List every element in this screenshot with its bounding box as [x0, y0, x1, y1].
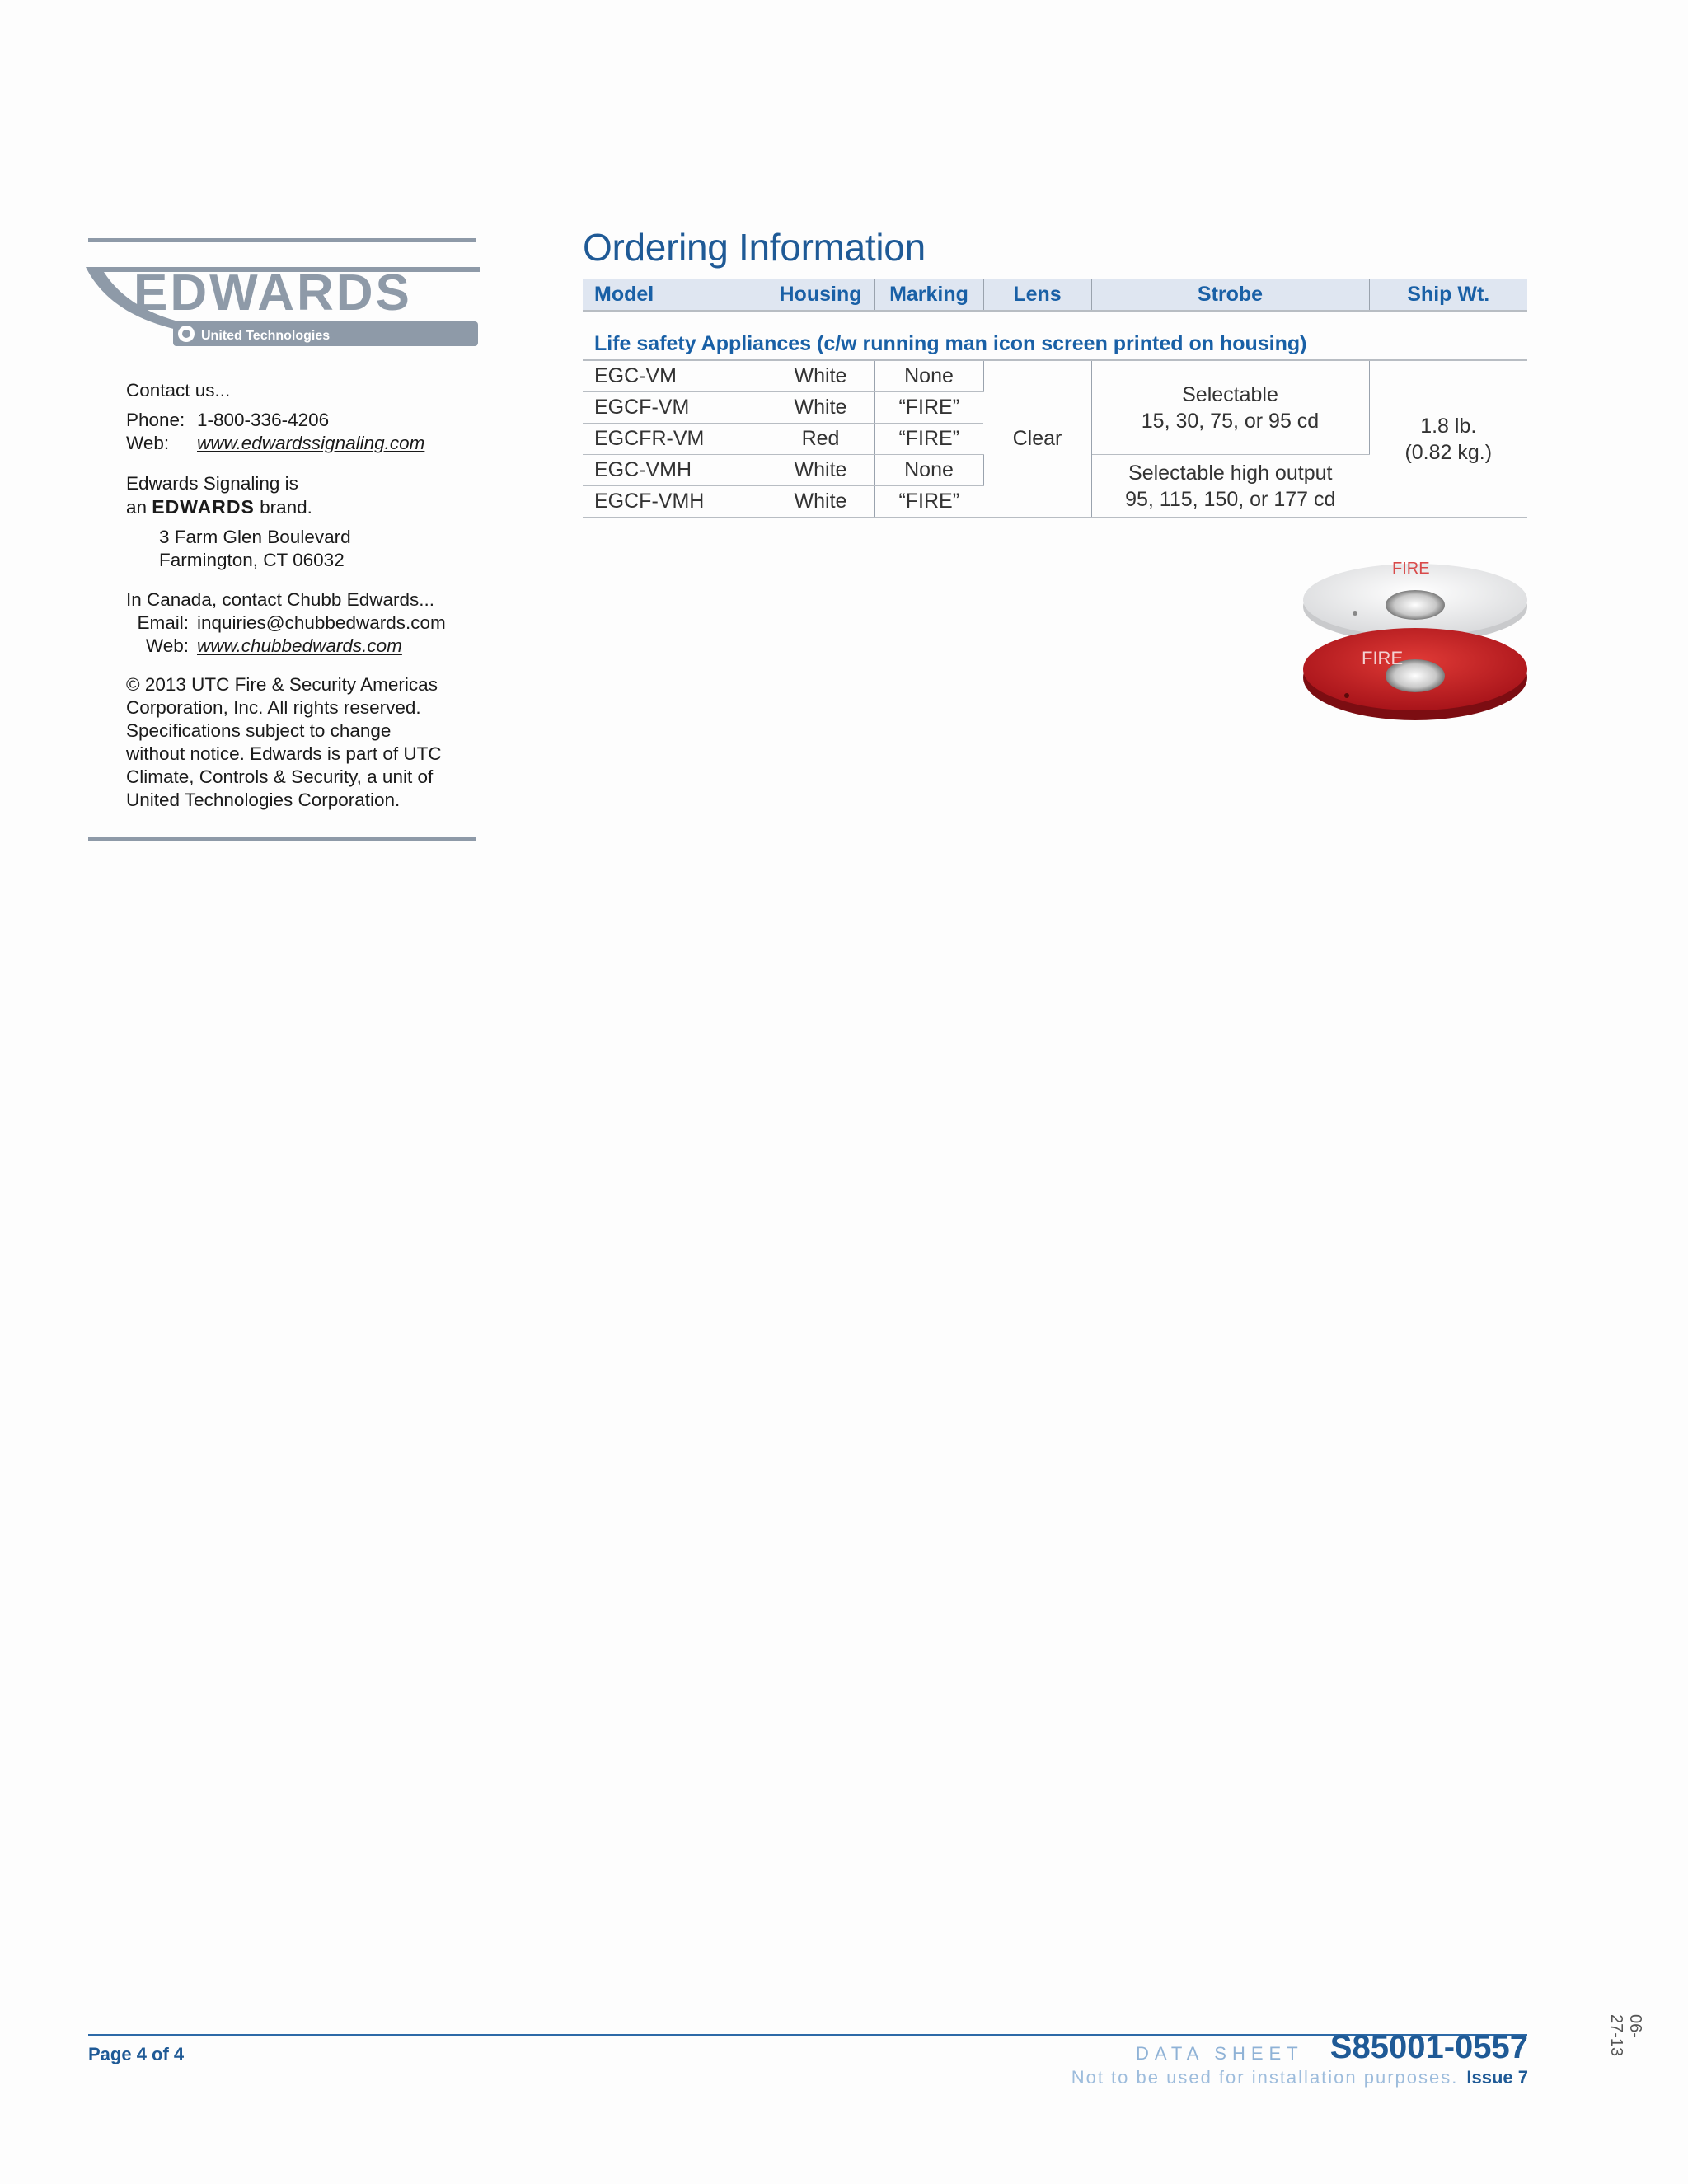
header-ship-weight: Ship Wt. [1369, 279, 1527, 311]
brand-wordmark: EDWARDS [152, 496, 255, 518]
strobe-standard-line: Selectable [1182, 382, 1278, 406]
cell-housing: White [767, 486, 874, 518]
sidebar-top-rule [88, 238, 476, 242]
cell-housing: White [767, 455, 874, 486]
web-link[interactable]: www.edwardssignaling.com [197, 433, 425, 453]
header-lens: Lens [983, 279, 1091, 311]
web-label: Web: [126, 433, 170, 453]
strobe-high-line: 95, 115, 150, or 177 cd [1125, 487, 1336, 511]
address-block [159, 526, 351, 572]
red-appliance [1303, 628, 1527, 720]
cell-ship-weight [1369, 360, 1527, 518]
revision-date: 06-27-13 [1607, 2014, 1644, 2057]
data-sheet-label: DATA SHEET [1136, 2043, 1304, 2064]
table-row [583, 360, 1527, 392]
header-strobe: Strobe [1091, 279, 1369, 311]
ordering-table [583, 279, 1527, 518]
product-photo [1297, 544, 1533, 725]
cell-strobe-high [1091, 455, 1369, 518]
copyright-line: United Technologies Corporation. [126, 790, 401, 810]
section-label: Life safety Appliances (c/w running man icon screen printed on housing) [583, 328, 1527, 360]
contact-heading: Contact us... [126, 380, 231, 401]
header-model: Model [583, 279, 767, 311]
cell-marking: “FIRE” [874, 392, 983, 424]
canada-heading: In Canada, contact Chubb Edwards... [126, 589, 434, 610]
cell-marking: None [874, 360, 983, 392]
sidebar-bottom-rule [88, 837, 476, 841]
address-line-1: 3 Farm Glen Boulevard [159, 527, 351, 547]
cell-marking: “FIRE” [874, 486, 983, 518]
section-row [583, 328, 1527, 360]
cell-model: EGC-VMH [583, 455, 767, 486]
footer-rule [88, 2034, 1527, 2036]
strobe-standard-line: 15, 30, 75, or 95 cd [1141, 409, 1320, 433]
section-title: Ordering Information [583, 226, 926, 269]
cell-model: EGCF-VMH [583, 486, 767, 518]
phone-block [126, 409, 424, 455]
copyright-line: Climate, Controls & Security, a unit of [126, 766, 434, 787]
canada-block [126, 588, 446, 658]
footer-note [1071, 2067, 1528, 2088]
cell-model: EGCFR-VM [583, 424, 767, 455]
header-marking: Marking [874, 279, 983, 311]
brand-block [126, 472, 312, 519]
cell-marking: None [874, 455, 983, 486]
brand-an: an [126, 497, 148, 518]
header-housing: Housing [767, 279, 874, 311]
canada-web-link[interactable]: www.chubbedwards.com [197, 635, 402, 656]
address-line-2: Farmington, CT 06032 [159, 550, 345, 570]
brand-suffix: brand. [260, 497, 312, 518]
copyright-line: without notice. Edwards is part of UTC [126, 743, 442, 764]
weight-line: (0.82 kg.) [1404, 440, 1493, 464]
cell-housing: White [767, 392, 874, 424]
canada-web-label: Web: [145, 635, 189, 656]
page-number: Page 4 of 4 [88, 2044, 185, 2064]
cell-housing: White [767, 360, 874, 392]
cell-housing: Red [767, 424, 874, 455]
red-fire-label: FIRE [1362, 648, 1404, 668]
email-label: Email: [137, 612, 189, 633]
phone-label: Phone: [126, 410, 185, 430]
cell-model: EGC-VM [583, 360, 767, 392]
copyright-block [126, 673, 442, 812]
installation-note: Not to be used for installation purposes. [1071, 2067, 1459, 2088]
data-sheet-number: S85001-0557 [1329, 2029, 1528, 2065]
strobe-high-line: Selectable high output [1128, 461, 1333, 485]
white-fire-label: FIRE [1392, 560, 1430, 578]
copyright-line: Corporation, Inc. All rights reserved. [126, 697, 421, 718]
cell-model: EGCF-VM [583, 392, 767, 424]
cell-lens: Clear [983, 360, 1091, 518]
copyright-line: Specifications subject to change [126, 720, 392, 741]
brand-line: Edwards Signaling is [126, 473, 298, 494]
edwards-logo [86, 262, 480, 353]
table-header-row [583, 279, 1527, 311]
cell-strobe-standard [1091, 360, 1369, 455]
logo-subtitle: United Technologies [201, 329, 331, 343]
phone-number: 1-800-336-4206 [197, 410, 330, 430]
weight-line: 1.8 lb. [1420, 414, 1477, 438]
issue-label: Issue 7 [1466, 2067, 1528, 2088]
copyright-line: © 2013 UTC Fire & Security Americas [126, 674, 438, 695]
email-address[interactable]: inquiries@chubbedwards.com [197, 612, 446, 633]
logo-wordmark: EDWARDS [134, 265, 412, 321]
cell-marking: “FIRE” [874, 424, 983, 455]
